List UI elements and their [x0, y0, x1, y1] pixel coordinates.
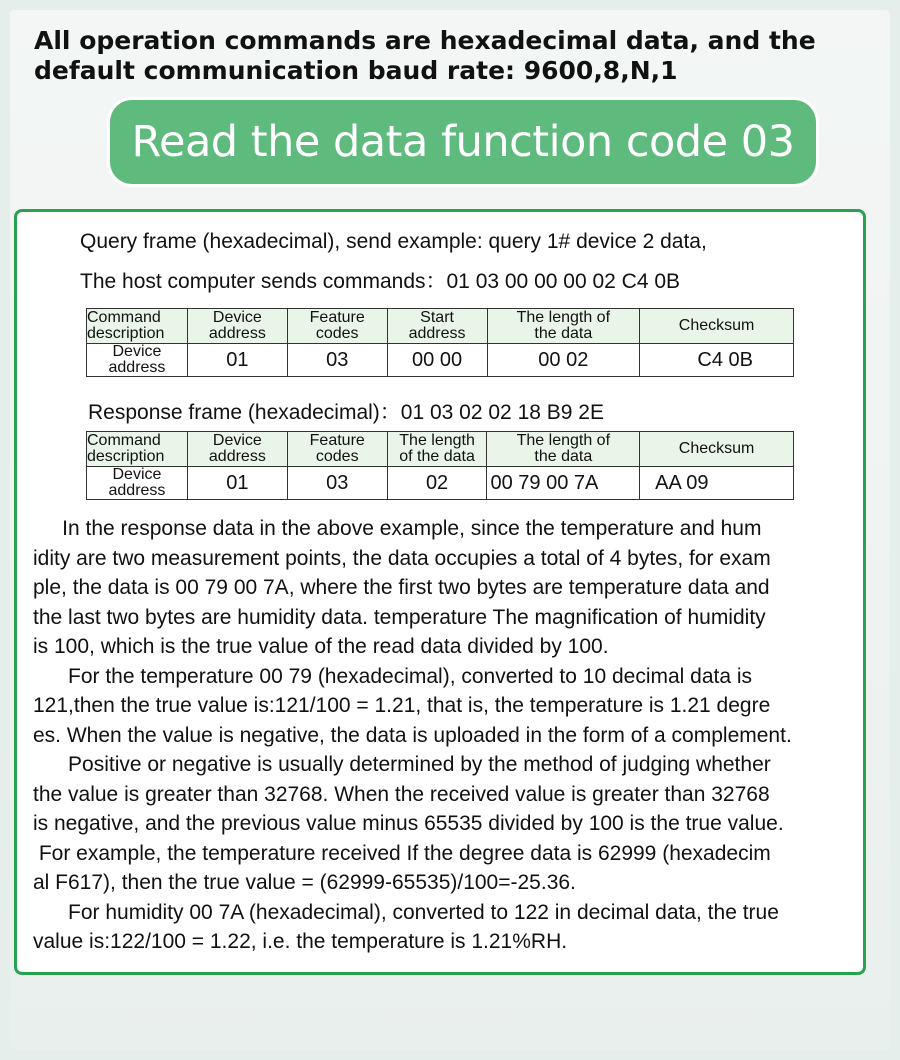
response-header-cell: The length of the data	[487, 432, 640, 467]
response-value-row	[87, 467, 794, 500]
paragraph-line: In the response data in the above example, since the temperature and hum	[33, 517, 762, 540]
communication-note-line-1: All operation commands are hexadecimal data, and the	[34, 26, 816, 55]
response-frame-table	[86, 431, 794, 500]
paragraph-line: es. When the value is negative, the data is uploaded in the form of a complement.	[33, 723, 792, 747]
response-value-cell: Device address	[87, 467, 188, 500]
paragraph-line: al F617), then the true value = (62999-65535)/100=-25.36.	[33, 871, 576, 894]
query-value-cell: C4 0B	[640, 344, 794, 377]
paragraph-line: the last two bytes are humidity data. temperature The magnification of humidity	[33, 605, 766, 629]
response-value-cell: 00 79 00 7A	[487, 467, 640, 500]
query-value-cell: 00 02	[487, 344, 640, 377]
query-value-cell: 00 00	[387, 344, 487, 377]
response-value-cell: 03	[287, 467, 387, 500]
query-header-cell: Start address	[387, 309, 487, 344]
response-header-cell: Command description	[87, 432, 188, 467]
communication-note-line-2: default communication baud rate: 9600,8,N,1	[34, 56, 678, 85]
response-header-cell: Checksum	[640, 432, 794, 467]
paragraph-line: For humidity 00 7A (hexadecimal), converted to 122 in decimal data, the true	[33, 900, 779, 924]
query-command: The host computer sends commands：01 03 00 00 00 02 C4 0B	[80, 270, 681, 293]
query-frame-table	[86, 308, 794, 377]
paragraph-line: idity are two measurement points, the data occupies a total of 4 bytes, for exam	[33, 546, 771, 570]
response-value-cell: AA 09	[640, 467, 794, 500]
query-value-cell: Device address	[87, 344, 188, 377]
query-description: Query frame (hexadecimal), send example: query 1# device 2 data,	[80, 230, 707, 253]
paragraph-line: value is:122/100 = 1.22, i.e. the temperature is 1.21%RH.	[33, 930, 568, 953]
query-header-cell: Command description	[87, 309, 188, 344]
response-value-cell: 02	[387, 467, 487, 500]
query-header-row	[87, 309, 794, 344]
query-header-cell: Feature codes	[287, 309, 387, 344]
response-header-cell: Device address	[187, 432, 287, 467]
paragraph-line: For the temperature 00 79 (hexadecimal), converted to 10 decimal data is	[33, 664, 753, 688]
communication-note	[34, 26, 874, 86]
response-value-cell: 01	[187, 467, 287, 500]
query-value-row	[87, 344, 794, 377]
paragraph-line: is negative, and the previous value minus 65535 divided by 100 is the true value.	[33, 812, 784, 835]
response-header-cell: The length of the data	[387, 432, 487, 467]
query-header-cell: Device address	[187, 309, 287, 344]
paragraph-line: the value is greater than 32768. When the received value is greater than 32768	[33, 782, 770, 806]
response-description: Response frame (hexadecimal)：01 03 02 02 18 B9 2E	[88, 401, 604, 424]
section-title-banner	[110, 100, 816, 184]
section-title: Read the data function code 03	[131, 117, 795, 167]
query-value-cell: 01	[187, 344, 287, 377]
query-value-cell: 03	[287, 344, 387, 377]
query-header-cell: The length of the data	[487, 309, 640, 344]
paragraph-line: ple, the data is 00 79 00 7A, where the first two bytes are temperature data and	[33, 576, 770, 599]
response-header-cell: Feature codes	[287, 432, 387, 467]
explanation-paragraph	[33, 514, 863, 957]
paragraph-line: is 100, which is the true value of the read data divided by 100.	[33, 635, 609, 658]
paragraph-line: 121,then the true value is:121/100 = 1.21, that is, the temperature is 1.21 degre	[33, 694, 771, 717]
response-header-row	[87, 432, 794, 467]
paragraph-line: Positive or negative is usually determined by the method of judging whether	[33, 753, 771, 776]
query-header-cell: Checksum	[640, 309, 794, 344]
paragraph-line: For example, the temperature received If the degree data is 62999 (hexadecim	[33, 841, 771, 865]
